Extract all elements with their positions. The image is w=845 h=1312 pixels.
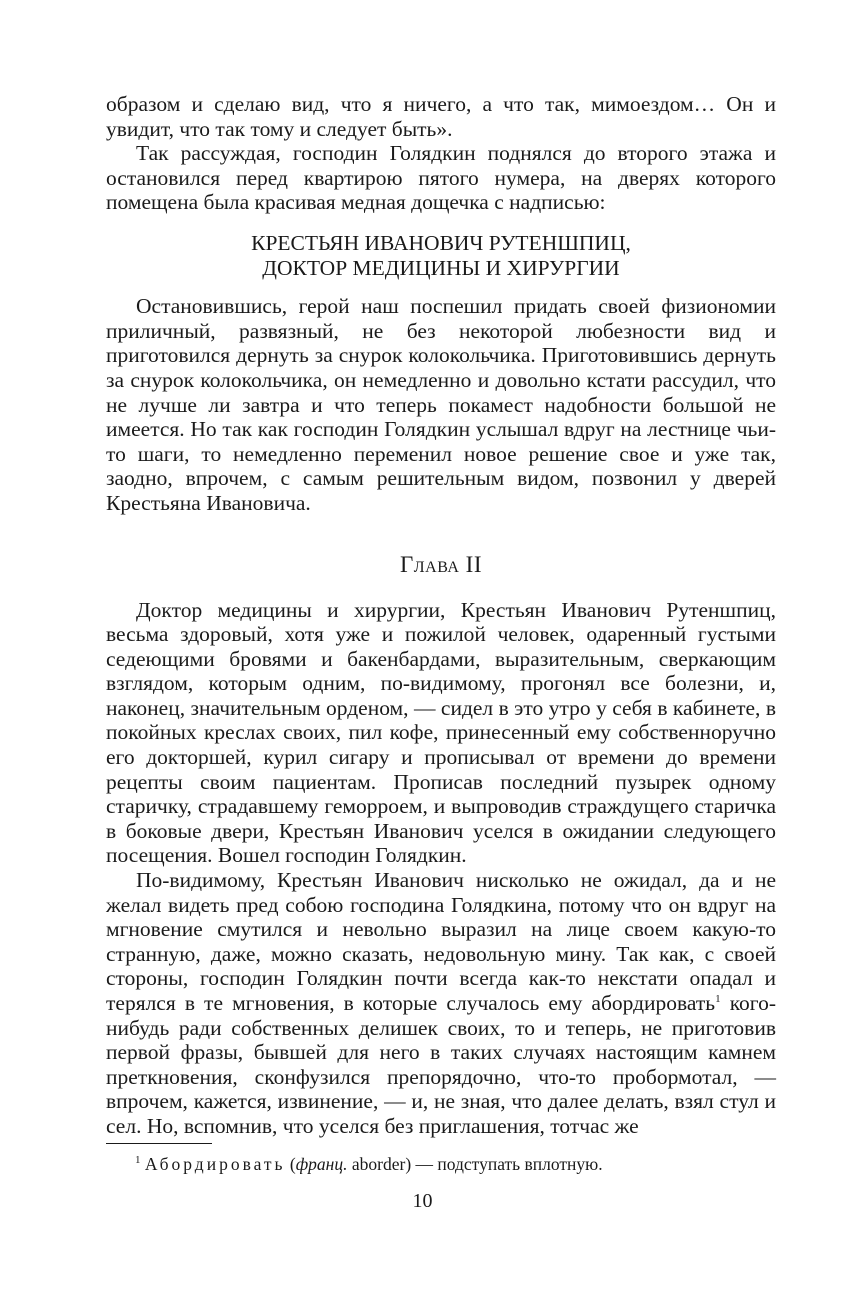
footnote-source-word: aborder [351,1154,406,1174]
paragraph: Так рассуждая, господин Голядкин поднялся до второго этажа и остановился перед квартирою пятого нумера, на дверях которого помещена была красивая медная дощечка с надписью: [106,141,776,215]
paragraph-text: кого-нибудь ради собственных делишек своих, то и теперь, не приготовив первой фразы, бывшей для него в таких случаях настоящим камнем преткновения, сконфузился препорядочно, что-то пробормотал, — впрочем, кажется, извинение, — и, не зная, что далее делать, взял стул и сел. Но, вспомнив, что уселся без приглашения, тотчас же [106,991,777,1138]
footnote-term: Абордировать [144,1154,286,1174]
footnote-reference[interactable]: 1 [715,992,721,1005]
inscription-line: КРЕСТЬЯН ИВАНОВИЧ РУТЕНШПИЦ, [251,230,631,255]
footnote: $^1$ Абордировать (франц. aborder) — подступать вплотную. [135,1154,603,1174]
paragraph: образом и сделаю вид, что я ничего, а что так, мимоездом… Он и увидит, что так тому и следует быть». [106,92,776,141]
footnote-marker: 1 [135,1154,141,1167]
paragraph: Доктор медицины и хирургии, Крестьян Иванович Рутеншпиц, весьма здоровый, хотя уже и пожилой человек, одаренный густыми седеющими бровями и бакенбардами, выразительным, сверкающим взглядом, которым одним, по-видимому, прогонял все болезни, и, наконец, значительным орденом, — сидел в это утро у себя в кабинете, в покойных креслах своих, пил кофе, принесенный ему собственноручно его докторшей, курил сигару и прописывал от времени до времени рецепты своим пациентам. Прописав последний пузырек одному старичку, страдавшему геморроем, и выпроводив страждущего старичка в боковые двери, Крестьян Иванович уселся в ожидании следующего посещения. Вошел господин Голядкин. [106,597,776,868]
paragraph-text: По-видимому, Крестьян Иванович нисколько не ожидал, да и не желал видеть пред собою господина Голядкина, потому что он вдруг на мгновение смутился и невольно выразил на лице своем какую-то странную, даже, можно сказать, недовольную мину. Так как, с своей стороны, господин Голядкин почти всегда как-то некстати опадал и терялся в те мгновения, в которые случалось ему абордировать [106,868,776,1015]
footnote-language: франц. [295,1154,348,1174]
page-number: 10 [412,1190,433,1212]
paragraph: Остановившись, герой наш поспешил придать своей физиономии приличный, развязный, не без некоторой любезности вид и приготовился дернуть за снурок колокольчика. Приготовившись дернуть за снурок колокольчика, он немедленно и довольно кстати рассудил, что не лучше ли завтра и что теперь покамест надобности большой не имеется. Но так как господин Голядкин услышал вдруг на лестнице чьи-то шаги, то немедленно переменил новое решение свое и уже так, заодно, впрочем, с самым решительным видом, позвонил у дверей Крестьяна Ивановича. [106,294,776,515]
page-body [106,92,776,1139]
inscription-line: ДОКТОР МЕДИЦИНЫ И ХИРУРГИИ [262,255,620,280]
footnote-divider [106,1143,212,1144]
door-plate-inscription [106,231,776,280]
footnote-definition: — подступать вплотную. [415,1154,603,1174]
chapter-heading: Глава II [400,551,482,577]
paragraph [106,868,776,1139]
